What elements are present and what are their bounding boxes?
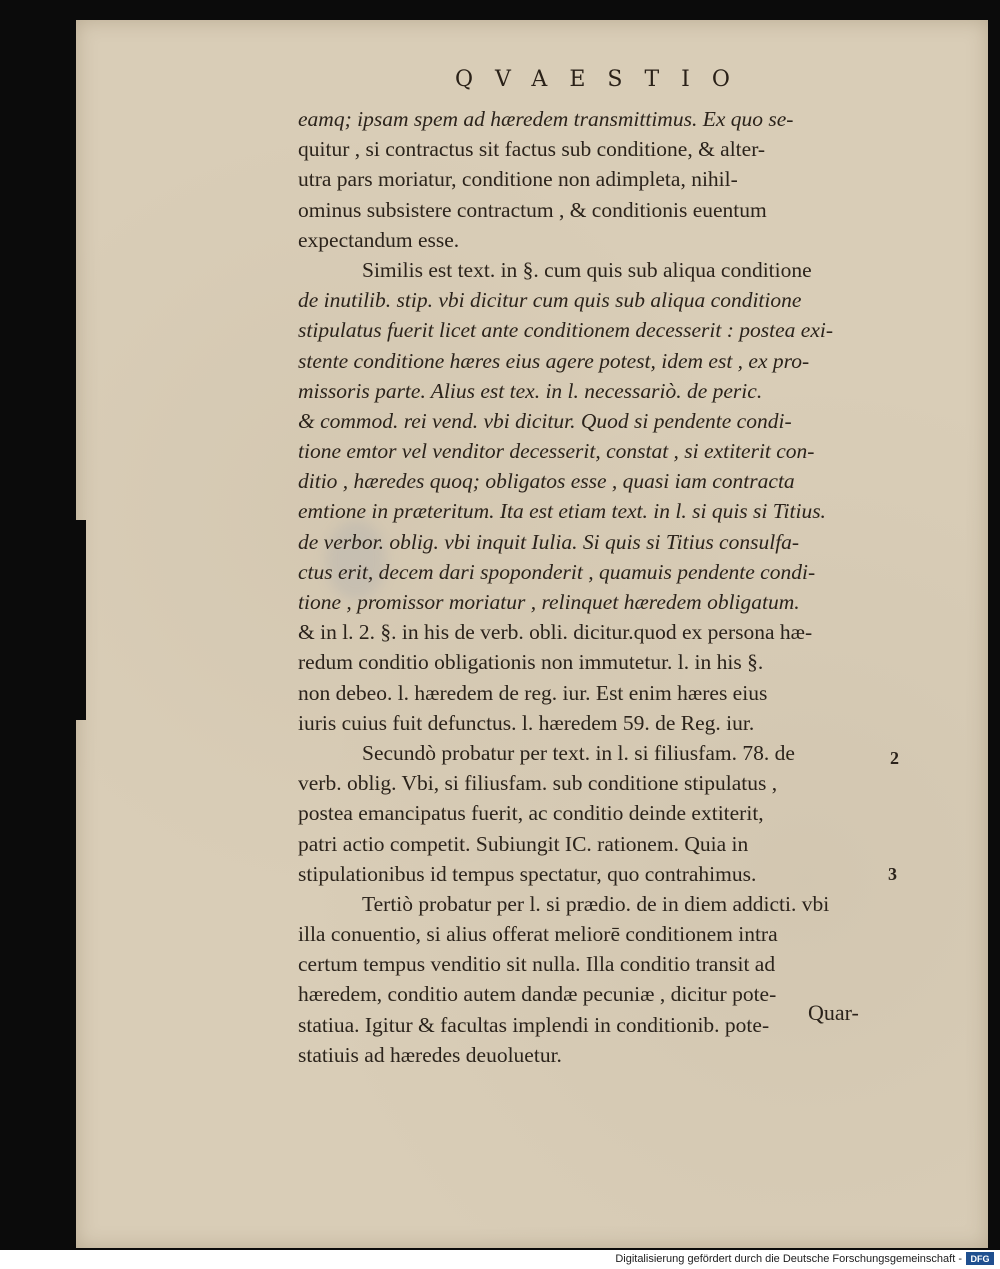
text-line: verb. oblig. Vbi, si filiusfam. sub conditione stipulatus , — [298, 771, 778, 796]
text-line: eamq; ipsam spem ad hæredem transmittimus. Ex quo se- — [298, 107, 794, 131]
text-line: quitur , si contractus sit factus sub conditione, & alter- — [298, 137, 766, 162]
text-line: illa conuentio, si alius offerat meliorē conditionem intra — [298, 922, 778, 947]
text-line: certum tempus venditio sit nulla. Illa conditio transit ad — [298, 952, 776, 977]
text-line: stipulationibus id tempus spectatur, quo contrahimus. — [298, 861, 757, 886]
text-line: iuris cuius fuit defunctus. l. hæredem 59. de Reg. iur. — [298, 710, 755, 735]
text-line: utra pars moriatur, conditione non adimpleta, nihil- — [298, 167, 738, 192]
text-line: tione emtor vel venditor decesserit, constat , si extiterit con- — [298, 439, 815, 464]
text-line: missoris parte. Alius est tex. in l. necessariò. de peric. — [298, 378, 763, 403]
text-line: de verbor. oblig. vbi inquit Iulia. Si quis si Titius consulfa- — [298, 529, 800, 554]
running-head: QVAESTIO — [455, 67, 752, 92]
footer-credit: Digitalisierung gefördert durch die Deutsche Forschungsgemeinschaft - — [615, 1253, 962, 1265]
body-text — [298, 104, 898, 1070]
text-line: Secundò probatur per text. in l. si filiusfam. 78. de — [362, 740, 795, 765]
dfg-logo: DFG — [966, 1252, 994, 1265]
text-line: emtione in præteritum. Ita est etiam text. in l. si quis si Titius. — [298, 499, 826, 524]
text-line: expectandum esse. — [298, 227, 460, 252]
text-line: hæredem, conditio autem dandæ pecuniæ , dicitur pote- — [298, 982, 777, 1007]
text-line: redum conditio obligationis non immutetur. l. in his §. — [298, 650, 764, 675]
page-edge-notch — [76, 520, 86, 720]
text-line: stente conditione hæres eius agere potest, idem est , ex pro- — [298, 348, 810, 373]
text-line: statiua. Igitur & facultas implendi in conditionib. pote- — [298, 1012, 770, 1037]
text-line: non debeo. l. hæredem de reg. iur. Est enim hæres eius — [298, 680, 768, 705]
text-line: stipulatus fuerit licet ante conditionem decesserit : postea exi- — [298, 318, 833, 343]
text-line: ctus erit, decem dari spoponderit , quamuis pendente condi- — [298, 559, 816, 584]
text-line: Tertiò probatur per l. si prædio. de in diem addicti. vbi — [362, 891, 830, 916]
text-line: ditio , hæredes quoq; obligatos esse , quasi iam contracta — [298, 469, 795, 494]
margin-note: 3 — [888, 864, 897, 884]
text-line: ominus subsistere contractum , & conditionis euentum — [298, 197, 767, 222]
catchword: Quar- — [808, 1000, 859, 1025]
text-line: & commod. rei vend. vbi dicitur. Quod si pendente condi- — [298, 408, 792, 433]
text-line: de inutilib. stip. vbi dicitur cum quis sub aliqua conditione — [298, 288, 802, 313]
text-line: statiuis ad hæredes deuoluetur. — [298, 1042, 562, 1067]
text-line: tione , promissor moriatur , relinquet hæredem obligatum. — [298, 590, 800, 614]
text-line: Similis est text. in §. cum quis sub aliqua conditione — [362, 257, 812, 282]
text-line: patri actio competit. Subiungit IC. rationem. Quia in — [298, 831, 749, 856]
text-line: & in l. 2. §. in his de verb. obli. dicitur.quod ex persona hæ- — [298, 620, 813, 645]
text-line: postea emancipatus fuerit, ac conditio deinde extiterit, — [298, 801, 764, 826]
margin-note: 2 — [890, 748, 899, 768]
